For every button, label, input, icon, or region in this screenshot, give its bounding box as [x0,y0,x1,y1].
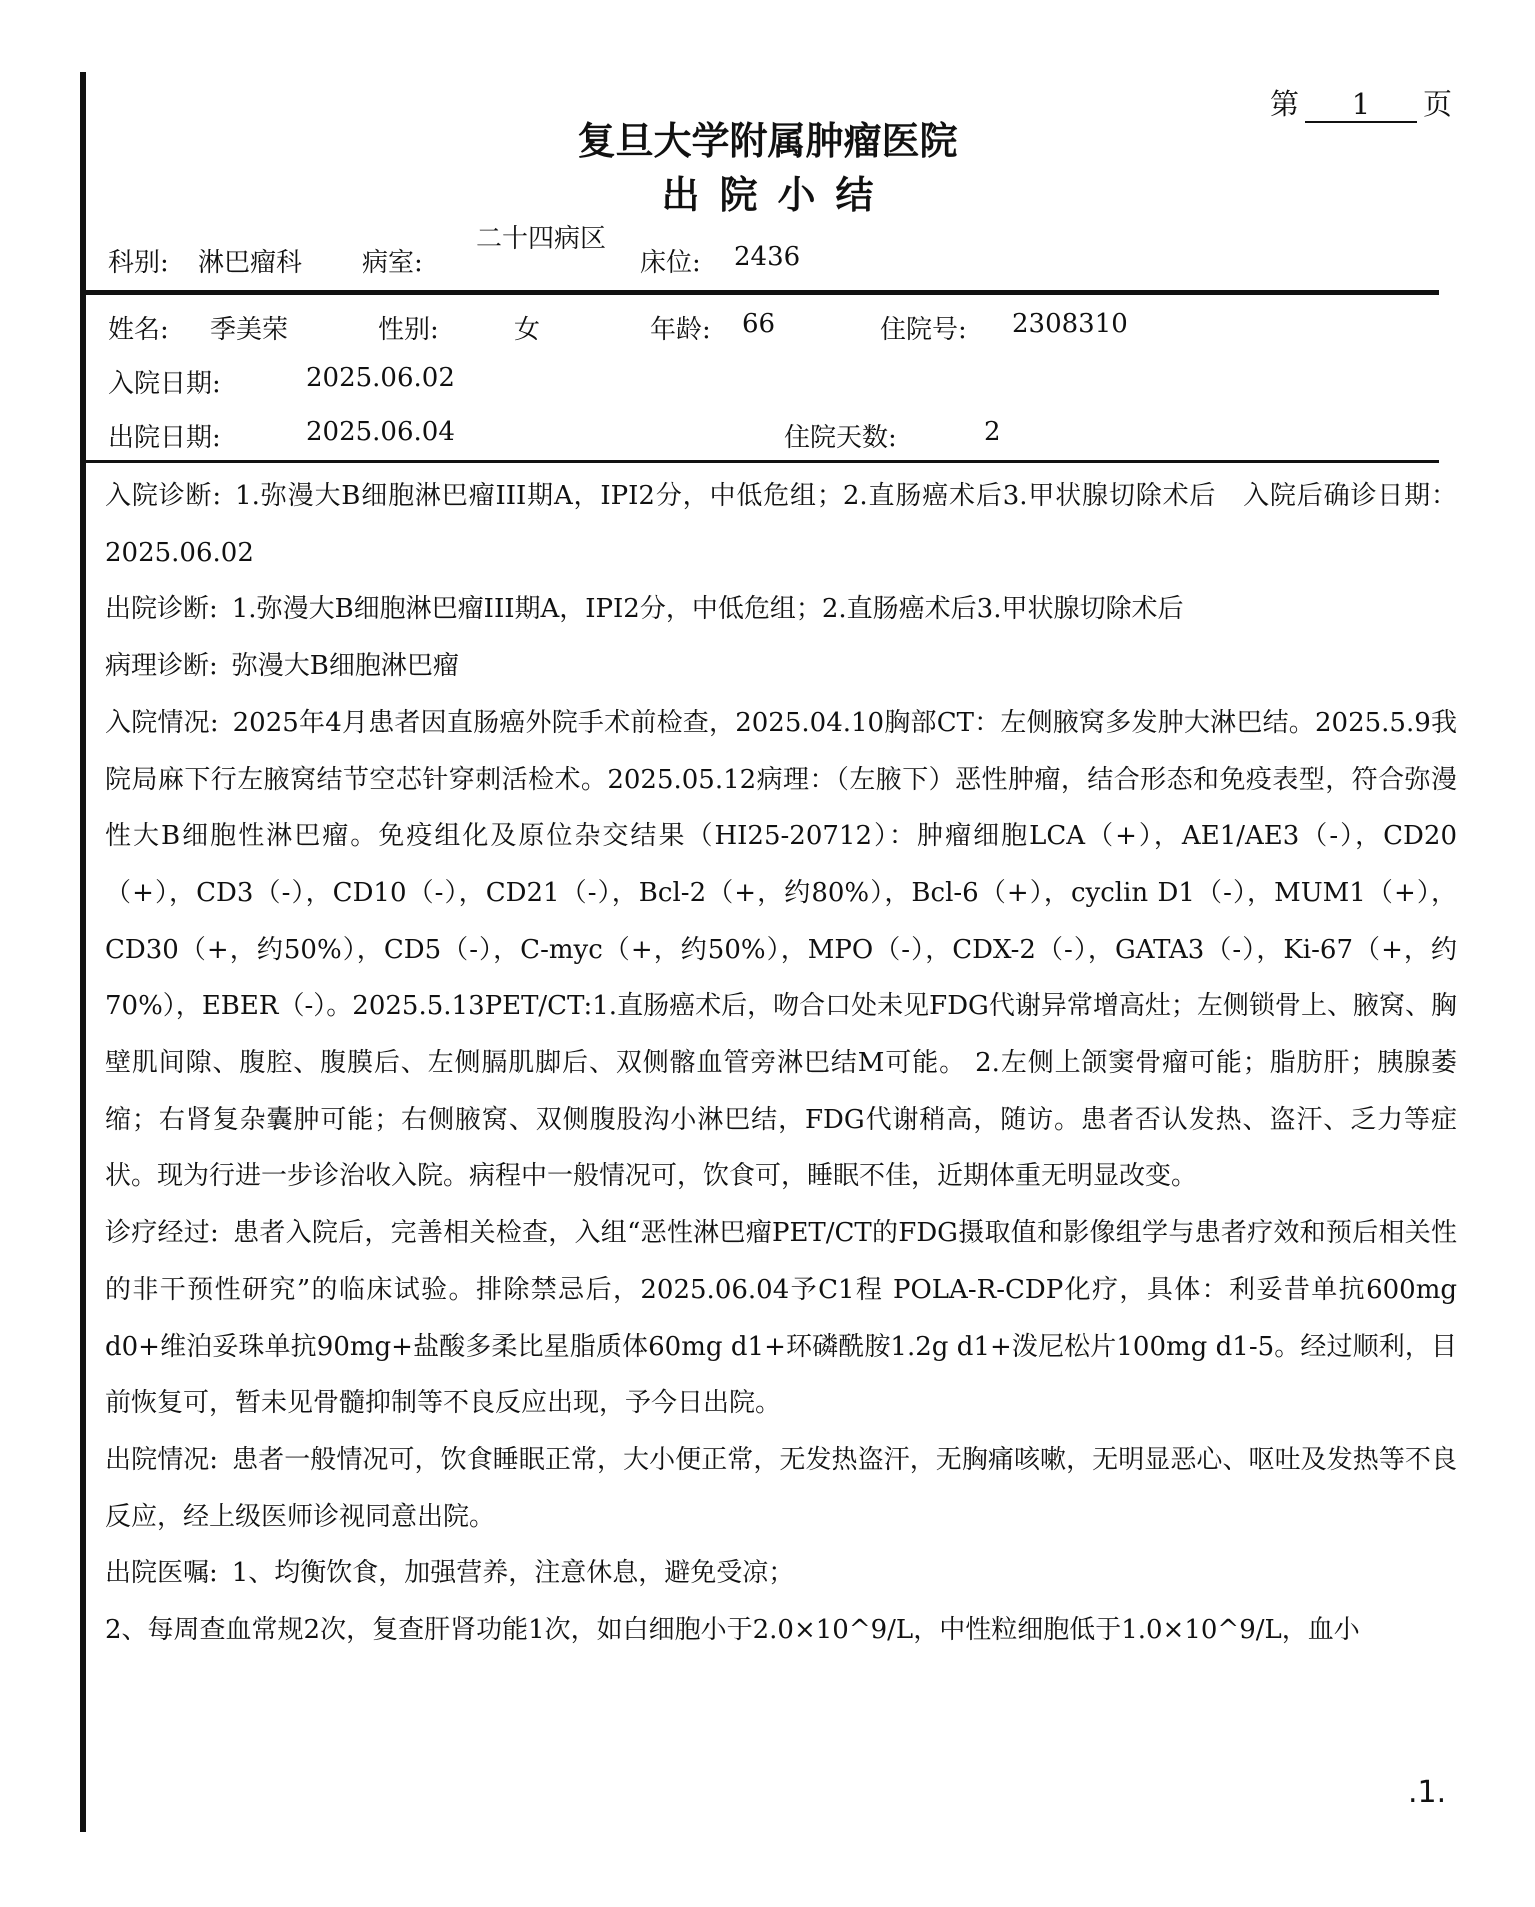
hospital-name: 复旦大学附属肿瘤医院 [577,119,958,163]
footer-page-mark: .1. [1408,1775,1447,1810]
admission-diagnosis-label: 入院诊断: [105,481,222,511]
name-value: 季美荣 [210,315,289,345]
discharge-date-label: 出院日期: [108,423,221,453]
admission-status-label: 入院情况: [105,707,219,738]
header-divider [84,290,1439,295]
admission-diagnosis-text: 1.弥漫大B细胞淋巴瘤III期A，IPI2分，中低危组；2.直肠癌术后3.甲状腺切除术后 入院后确诊日期：2025.06.02 [105,481,1457,568]
discharge-orders-label: 出院医嘱: [105,1558,218,1589]
stay-days-label: 住院天数: [784,423,897,453]
dept-label: 科别: [108,248,169,278]
treatment-course-text: 患者入院后，完善相关检查，入组“恶性淋巴瘤PET/CT的FDG摄取值和影像组学与患者疗效和预后相关性的非干预性研究”的临床试验。排除禁忌后，2025.06.04予C1程 POLA-R-CDP化疗，具体：利妥昔单抗600mg d0+维泊妥珠单抗90mg+盐酸多柔比星脂质体60mg d1+环磷酰胺1.2g d1+泼尼松片100mg d1-5。经过顺利，目前恢复可，暂未见骨髓抑制等不良反应出现，予今日出院。 [105,1218,1457,1419]
admission-status-text: 2025年4月患者因直肠癌外院手术前检查，2025.04.10胸部CT：左侧腋窝多发肿大淋巴结。2025.5.9我院局麻下行左腋窝结节空芯针穿刺活检术。2025.05.12病理：（左腋下）恶性肿瘤，结合形态和免疫表型，符合弥漫性大B细胞性淋巴瘤。免疫组化及原位杂交结果（HI25-20712）：肿瘤细胞LCA（+），AE1/AE3（-），CD20（+），CD3（-），CD10（-），CD21（-），Bcl-2（+，约80%），Bcl-6（+），cyclin D1（-），MUM1（+），CD30（+，约50%），CD5（-），C-myc（+，约50%），MPO（-），CDX-2（-），GATA3（-），Ki-67（+，约70%），EBER（-）。2025.5.13PET/CT:1.直肠癌术后，吻合口处未见FDG代谢异常增高灶；左侧锁骨上、腋窝、胸壁肌间隙、腹腔、腹膜后、左侧膈肌脚后、双侧髂血管旁淋巴结M可能。 2.左侧上颌窦骨瘤可能；脂肪肝；胰腺萎缩；右肾复杂囊肿可能；右侧腋窝、双侧腹股沟小淋巴结，FDG代谢稍高，随访。患者否认发热、盗汗、乏力等症状。现为行进一步诊治收入院。病程中一般情况可，饮食可，睡眠不佳，近期体重无明显改变。 [105,707,1457,1192]
discharge-orders-line-1: 1、均衡饮食，加强营养，注意休息，避免受凉； [231,1558,795,1589]
ward-label: 病室: [362,248,423,278]
bed-label: 床位: [640,248,701,278]
pathology-diagnosis-text: 弥漫大B细胞淋巴瘤 [231,651,459,682]
age-value: 66 [742,309,776,339]
admission-diagnosis [105,468,1457,581]
discharge-diagnosis [105,581,1457,638]
treatment-course-label: 诊疗经过: [105,1218,219,1249]
admit-date-value: 2025.06.02 [306,363,455,393]
summary-body [105,468,1457,1659]
page-suffix: 页 [1423,87,1453,121]
document-title: 出院小结 [661,173,894,217]
pathology-diagnosis [105,638,1457,695]
discharge-date-value: 2025.06.04 [306,417,455,447]
bed-value: 2436 [734,242,801,272]
treatment-course [105,1205,1457,1432]
admit-date-label: 入院日期: [108,369,221,399]
age-label: 年龄: [650,315,711,345]
admission-no-label: 住院号: [880,315,967,345]
ward-value: 二十四病区 [476,224,607,254]
discharge-diagnosis-text: 1.弥漫大B细胞淋巴瘤III期A，IPI2分，中低危组；2.直肠癌术后3.甲状腺切除术后 [231,594,1184,625]
pathology-diagnosis-label: 病理诊断: [105,651,218,682]
page-prefix: 第 [1270,87,1300,121]
stay-days-value: 2 [984,417,1001,447]
discharge-status-label: 出院情况: [105,1444,219,1475]
discharge-orders-continued [105,1602,1457,1659]
discharge-diagnosis-label: 出院诊断: [105,594,218,625]
dept-value: 淋巴瘤科 [198,248,303,278]
discharge-orders [105,1545,1457,1602]
admission-no-value: 2308310 [1012,309,1128,339]
discharge-status [105,1432,1457,1545]
patient-divider [84,460,1439,463]
sex-label: 性别: [378,315,439,345]
admission-status [105,695,1457,1205]
left-margin-line [80,72,86,1832]
name-label: 姓名: [108,315,169,345]
discharge-status-text: 患者一般情况可，饮食睡眠正常，大小便正常，无发热盗汗，无胸痛咳嗽，无明显恶心、呕吐及发热等不良反应，经上级医师诊视同意出院。 [105,1444,1457,1532]
page-number-value: 1 [1305,87,1417,123]
sex-value: 女 [514,315,541,345]
discharge-orders-line-2: 2、每周查血常规2次，复查肝肾功能1次，如白细胞小于2.0×10^9/L，中性粒细胞低于1.0×10^9/L，血小 [105,1615,1360,1646]
